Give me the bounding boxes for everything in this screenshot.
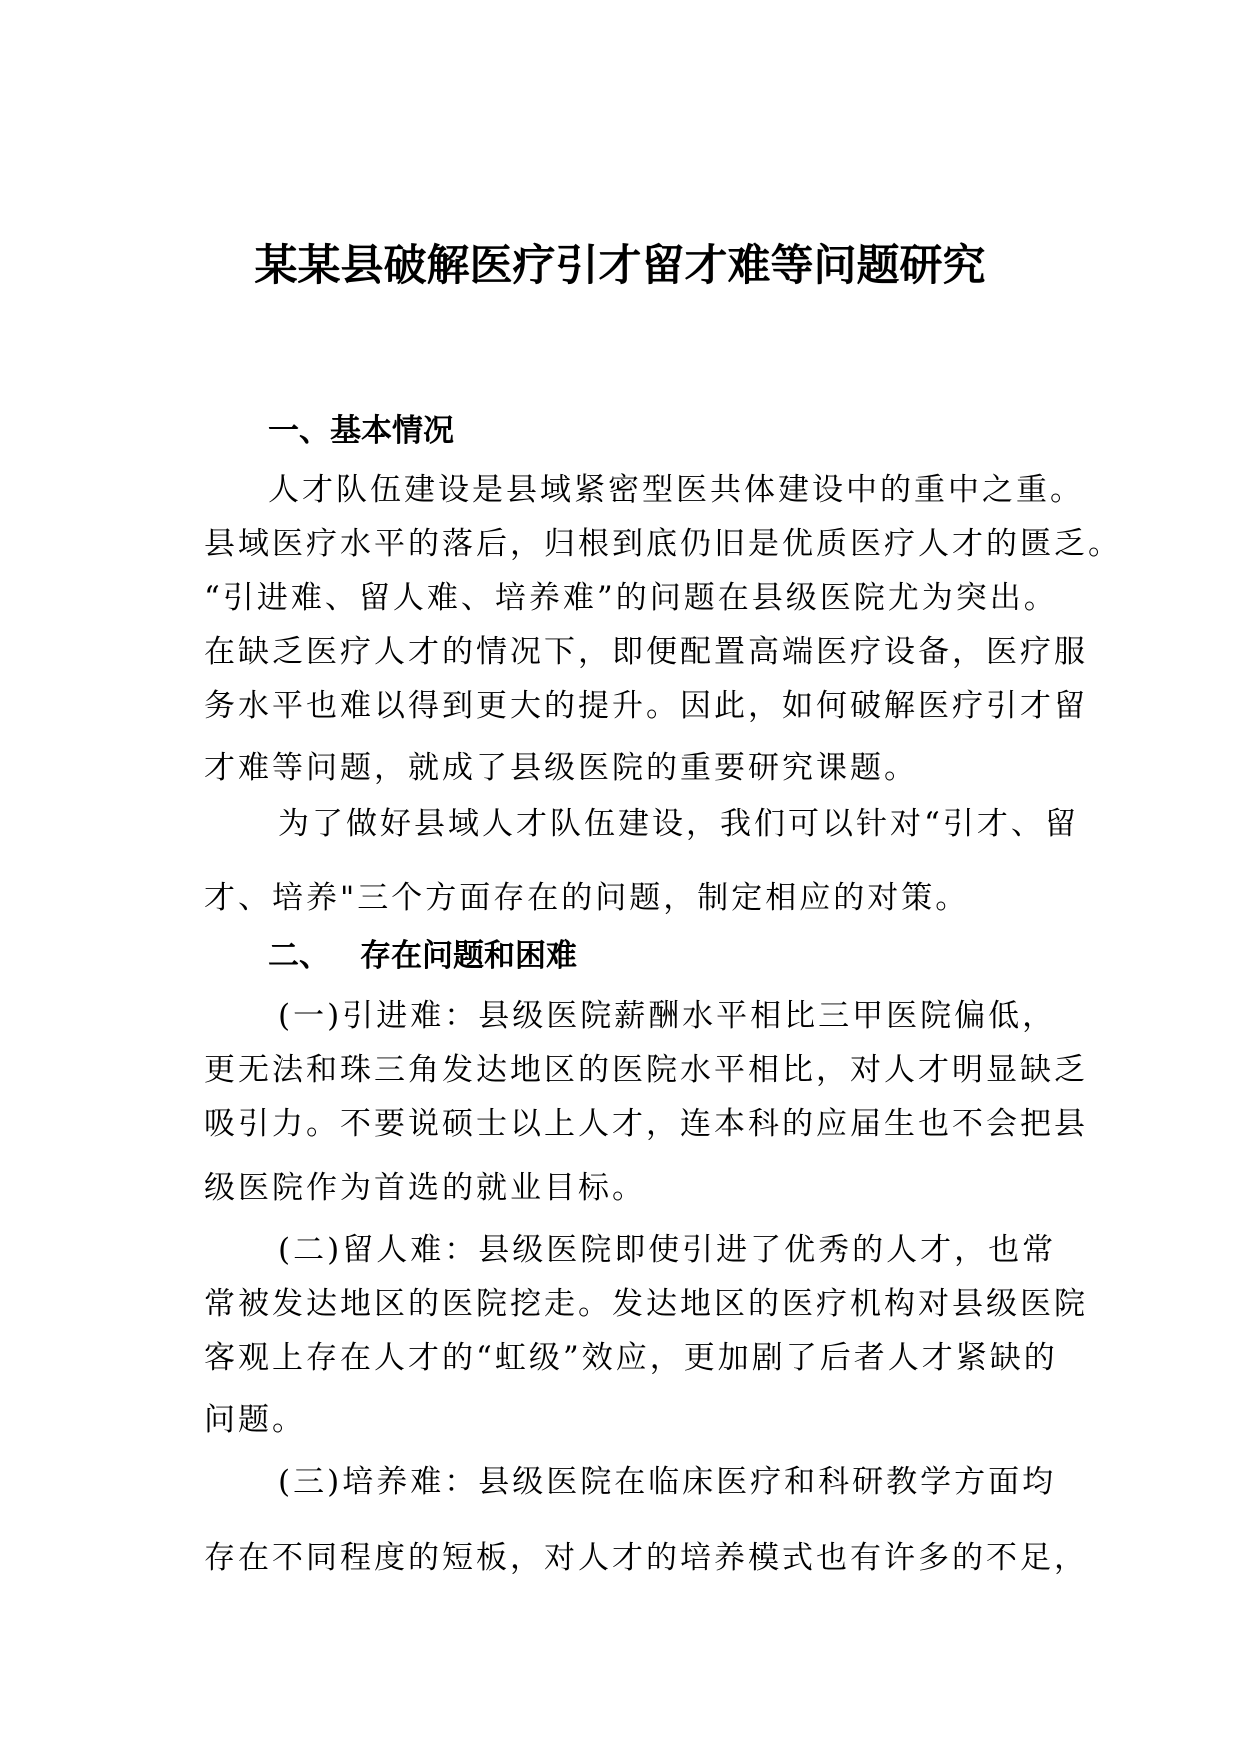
paragraph-line: 常被发达地区的医院挖走。发达地区的医疗机构对县级医院 [204, 1286, 1088, 1322]
section-heading-problems [268, 934, 577, 978]
document-title: 某某县破解医疗引才留才难等问题研究 [254, 241, 986, 291]
paragraph-line: 存在不同程度的短板，对人才的培养模式也有许多的不足， [204, 1540, 1088, 1576]
paragraph-line: 级医院作为首选的就业目标。 [204, 1170, 646, 1206]
paragraph-line: 问题。 [204, 1402, 306, 1438]
paragraph-line: 为了做好县域人才队伍建设，我们可以针对“引才、留 [278, 806, 1079, 842]
section-heading-basic-situation: 一、基本情况 [268, 413, 454, 449]
section-heading-text: 存在问题和困难 [360, 938, 577, 974]
paragraph-line: 客观上存在人才的“虹级”效应，更加剧了后者人才紧缺的 [204, 1340, 1058, 1376]
paragraph-line: 在缺乏医疗人才的情况下，即便配置高端医疗设备，医疗服 [204, 634, 1088, 670]
paragraph-line: 人才队伍建设是县域紧密型医共体建设中的重中之重。 [268, 472, 1084, 508]
paragraph-line: (一)引进难：县级医院薪酬水平相比三甲医院偏低， [278, 998, 1057, 1034]
paragraph-line: 吸引力。不要说硕士以上人才，连本科的应届生也不会把县 [204, 1106, 1088, 1142]
paragraph-line: 才难等问题，就成了县级医院的重要研究课题。 [204, 750, 918, 786]
paragraph-line: 务水平也难以得到更大的提升。因此，如何破解医疗引才留 [204, 688, 1088, 724]
paragraph-line: 更无法和珠三角发达地区的医院水平相比，对人才明显缺乏 [204, 1052, 1088, 1088]
paragraph-line: (二)留人难：县级医院即使引进了优秀的人才，也常 [278, 1232, 1057, 1268]
paragraph-line: (三)培养难：县级医院在临床医疗和科研教学方面均 [278, 1464, 1057, 1500]
section-heading-number: 二、 [268, 938, 330, 974]
paragraph-line: 县域医疗水平的落后，归根到底仍旧是优质医疗人才的匮乏。 [204, 526, 1122, 562]
paragraph-line: “引进难、留人难、培养难”的问题在县级医院尤为突出。 [204, 580, 1058, 616]
paragraph-line: 才、培养"三个方面存在的问题，制定相应的对策。 [204, 880, 970, 916]
